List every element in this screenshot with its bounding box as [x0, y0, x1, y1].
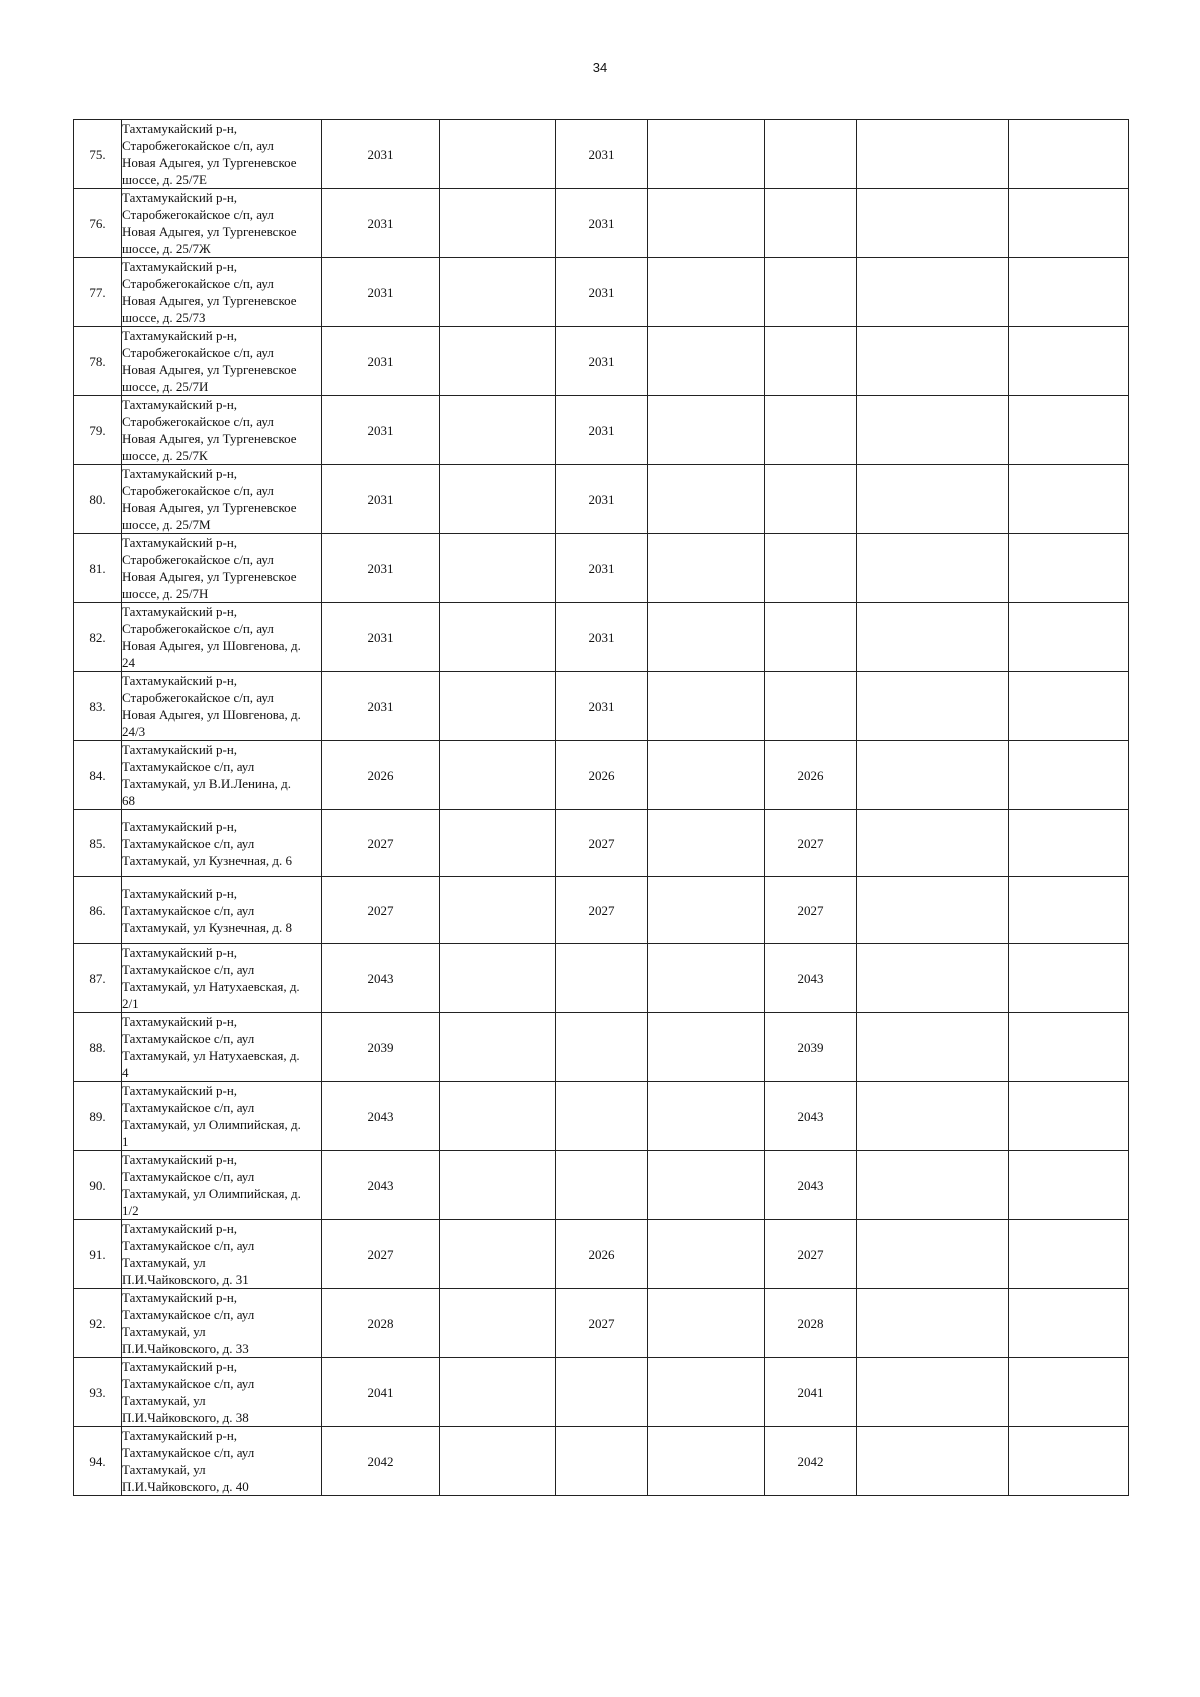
address-line: Тахтамукай, ул В.И.Ленина, д. [122, 776, 291, 791]
address-line: Новая Адыгея, ул Тургеневское [122, 569, 297, 584]
year-cell-c2 [440, 1151, 556, 1220]
year-cell-c3 [556, 1151, 648, 1220]
address-line: Старобжегокайское с/п, аул [122, 138, 274, 153]
year-cell-c5 [765, 327, 857, 396]
table-row [74, 327, 1129, 396]
year-cell-c4 [648, 1151, 765, 1220]
year-cell-c6 [857, 1358, 1009, 1427]
year-cell-c6 [857, 741, 1009, 810]
address-line: Тахтамукай, ул [122, 1255, 206, 1270]
address-line: шоссе, д. 25/7Е [122, 172, 207, 187]
table-row [74, 189, 1129, 258]
year-cell-c7 [1009, 120, 1129, 189]
year-cell-c7 [1009, 189, 1129, 258]
address-line: Тахтамукай, ул [122, 1324, 206, 1339]
year-cell-c1: 2027 [322, 877, 440, 944]
address-line: шоссе, д. 25/7З [122, 310, 206, 325]
address-line: Тахтамукайский р-н, [122, 1359, 238, 1374]
address-line: шоссе, д. 25/7К [122, 448, 208, 463]
year-cell-c1: 2043 [322, 944, 440, 1013]
year-cell-c4 [648, 672, 765, 741]
address-line: П.И.Чайковского, д. 31 [122, 1272, 249, 1287]
year-cell-c6 [857, 877, 1009, 944]
address-line: Тахтамукайский р-н, [122, 945, 238, 960]
address-line: Тахтамукайское с/п, аул [122, 1031, 255, 1046]
year-cell-c4 [648, 810, 765, 877]
address-line: Старобжегокайское с/п, аул [122, 207, 274, 222]
year-cell-c4 [648, 327, 765, 396]
address-line: 1/2 [122, 1203, 139, 1218]
year-cell-c5: 2043 [765, 1082, 857, 1151]
year-cell-c3 [556, 1358, 648, 1427]
address-line: Тахтамукайский р-н, [122, 535, 238, 550]
year-cell-c5 [765, 465, 857, 534]
year-cell-c7 [1009, 672, 1129, 741]
address-line: Тахтамукай, ул [122, 1462, 206, 1477]
year-cell-c6 [857, 810, 1009, 877]
table-row [74, 672, 1129, 741]
address-cell [122, 327, 322, 396]
address-line: Тахтамукай, ул Олимпийская, д. [122, 1117, 301, 1132]
address-line: шоссе, д. 25/7И [122, 379, 209, 394]
table-row [74, 258, 1129, 327]
address-line: Тахтамукайское с/п, аул [122, 1445, 255, 1460]
year-cell-c1: 2028 [322, 1289, 440, 1358]
address-line: Тахтамукайский р-н, [122, 1221, 238, 1236]
page-number: 34 [592, 60, 608, 75]
address-line: Тахтамукайский р-н, [122, 1290, 238, 1305]
year-cell-c7 [1009, 1220, 1129, 1289]
year-cell-c3: 2026 [556, 741, 648, 810]
year-cell-c5: 2028 [765, 1289, 857, 1358]
year-cell-c2 [440, 1220, 556, 1289]
address-line: Старобжегокайское с/п, аул [122, 414, 274, 429]
table-row [74, 603, 1129, 672]
year-cell-c2 [440, 603, 556, 672]
year-cell-c2 [440, 465, 556, 534]
address-line: шоссе, д. 25/7М [122, 517, 211, 532]
year-cell-c1: 2027 [322, 1220, 440, 1289]
table-row [74, 741, 1129, 810]
year-cell-c1: 2031 [322, 465, 440, 534]
registry-table [73, 119, 1129, 1496]
year-cell-c5: 2042 [765, 1427, 857, 1496]
address-line: 68 [122, 793, 135, 808]
address-line: Тахтамукайский р-н, [122, 673, 238, 688]
address-line: Старобжегокайское с/п, аул [122, 345, 274, 360]
year-cell-c5 [765, 120, 857, 189]
year-cell-c1: 2031 [322, 534, 440, 603]
address-cell [122, 465, 322, 534]
year-cell-c5 [765, 672, 857, 741]
address-line: Тахтамукайское с/п, аул [122, 962, 255, 977]
table-row [74, 1220, 1129, 1289]
address-line: Старобжегокайское с/п, аул [122, 621, 274, 636]
year-cell-c4 [648, 465, 765, 534]
year-cell-c7 [1009, 396, 1129, 465]
year-cell-c6 [857, 189, 1009, 258]
table-row [74, 1358, 1129, 1427]
year-cell-c5: 2039 [765, 1013, 857, 1082]
year-cell-c1: 2031 [322, 258, 440, 327]
year-cell-c5: 2043 [765, 1151, 857, 1220]
row-number: 82. [74, 603, 122, 672]
year-cell-c1: 2031 [322, 603, 440, 672]
year-cell-c3 [556, 1082, 648, 1151]
address-line: 24/3 [122, 724, 146, 739]
year-cell-c4 [648, 1082, 765, 1151]
row-number: 88. [74, 1013, 122, 1082]
year-cell-c3: 2031 [556, 396, 648, 465]
year-cell-c4 [648, 1220, 765, 1289]
address-line: Старобжегокайское с/п, аул [122, 276, 274, 291]
year-cell-c3: 2026 [556, 1220, 648, 1289]
address-line: шоссе, д. 25/7Ж [122, 241, 211, 256]
address-line: Тахтамукайское с/п, аул [122, 835, 255, 851]
address-line: Старобжегокайское с/п, аул [122, 552, 274, 567]
year-cell-c7 [1009, 877, 1129, 944]
year-cell-c7 [1009, 810, 1129, 877]
year-cell-c6 [857, 534, 1009, 603]
address-line: Новая Адыгея, ул Тургеневское [122, 224, 297, 239]
address-line: 4 [122, 1065, 129, 1080]
table-row [74, 1427, 1129, 1496]
year-cell-c7 [1009, 1082, 1129, 1151]
row-number: 86. [74, 877, 122, 944]
table-row [74, 534, 1129, 603]
address-cell [122, 1289, 322, 1358]
year-cell-c5 [765, 189, 857, 258]
year-cell-c6 [857, 1220, 1009, 1289]
address-line: Тахтамукайский р-н, [122, 397, 238, 412]
year-cell-c3: 2027 [556, 877, 648, 944]
address-line: Тахтамукайский р-н, [122, 742, 238, 757]
address-line: Старобжегокайское с/п, аул [122, 483, 274, 498]
year-cell-c3: 2031 [556, 603, 648, 672]
address-line: 24 [122, 655, 135, 670]
year-cell-c2 [440, 189, 556, 258]
year-cell-c4 [648, 877, 765, 944]
year-cell-c2 [440, 1082, 556, 1151]
year-cell-c1: 2043 [322, 1082, 440, 1151]
address-line: шоссе, д. 25/7Н [122, 586, 209, 601]
year-cell-c3: 2031 [556, 672, 648, 741]
address-line: Тахтамукайский р-н, [122, 259, 238, 274]
address-line: Тахтамукайский р-н, [122, 1428, 238, 1443]
address-line: Новая Адыгея, ул Тургеневское [122, 431, 297, 446]
year-cell-c6 [857, 672, 1009, 741]
year-cell-c2 [440, 1289, 556, 1358]
year-cell-c1: 2031 [322, 672, 440, 741]
year-cell-c7 [1009, 258, 1129, 327]
address-line: П.И.Чайковского, д. 38 [122, 1410, 249, 1425]
year-cell-c7 [1009, 1013, 1129, 1082]
address-cell [122, 810, 322, 877]
address-line: Тахтамукай, ул Натухаевская, д. [122, 1048, 300, 1063]
row-number: 93. [74, 1358, 122, 1427]
table-row [74, 120, 1129, 189]
address-cell [122, 534, 322, 603]
year-cell-c3 [556, 1427, 648, 1496]
address-line: Тахтамукай, ул Натухаевская, д. [122, 979, 300, 994]
year-cell-c4 [648, 1289, 765, 1358]
address-line: 1 [122, 1134, 129, 1149]
row-number: 75. [74, 120, 122, 189]
year-cell-c6 [857, 258, 1009, 327]
year-cell-c7 [1009, 1151, 1129, 1220]
year-cell-c3: 2031 [556, 258, 648, 327]
year-cell-c6 [857, 1289, 1009, 1358]
address-line: Новая Адыгея, ул Шовгенова, д. [122, 707, 301, 722]
address-cell [122, 1358, 322, 1427]
year-cell-c4 [648, 1427, 765, 1496]
year-cell-c6 [857, 396, 1009, 465]
row-number: 85. [74, 810, 122, 877]
address-line: Тахтамукайское с/п, аул [122, 1100, 255, 1115]
address-line: Тахтамукайское с/п, аул [122, 1238, 255, 1253]
address-line: П.И.Чайковского, д. 33 [122, 1341, 249, 1356]
year-cell-c2 [440, 877, 556, 944]
year-cell-c2 [440, 120, 556, 189]
year-cell-c4 [648, 396, 765, 465]
year-cell-c3: 2031 [556, 465, 648, 534]
address-line: 2/1 [122, 996, 139, 1011]
year-cell-c1: 2027 [322, 810, 440, 877]
address-cell [122, 1220, 322, 1289]
table-body [74, 120, 1129, 1496]
year-cell-c7 [1009, 944, 1129, 1013]
row-number: 78. [74, 327, 122, 396]
year-cell-c2 [440, 396, 556, 465]
address-line: Тахтамукайский р-н, [122, 121, 238, 136]
row-number: 81. [74, 534, 122, 603]
address-line: Тахтамукайский р-н, [122, 604, 238, 619]
year-cell-c3 [556, 1013, 648, 1082]
year-cell-c7 [1009, 534, 1129, 603]
year-cell-c5: 2027 [765, 877, 857, 944]
row-number: 90. [74, 1151, 122, 1220]
address-line: Новая Адыгея, ул Тургеневское [122, 155, 297, 170]
year-cell-c7 [1009, 603, 1129, 672]
year-cell-c3: 2031 [556, 120, 648, 189]
address-line: Тахтамукайский р-н, [122, 818, 238, 834]
year-cell-c6 [857, 603, 1009, 672]
year-cell-c1: 2041 [322, 1358, 440, 1427]
address-line: Тахтамукайский р-н, [122, 328, 238, 343]
address-line: Тахтамукайское с/п, аул [122, 1169, 255, 1184]
address-line: Тахтамукайский р-н, [122, 1152, 238, 1167]
address-line: Тахтамукайский р-н, [122, 466, 238, 481]
year-cell-c4 [648, 1358, 765, 1427]
year-cell-c2 [440, 258, 556, 327]
year-cell-c1: 2026 [322, 741, 440, 810]
address-cell [122, 603, 322, 672]
table-row [74, 877, 1129, 944]
address-line: Новая Адыгея, ул Тургеневское [122, 362, 297, 377]
table-row [74, 944, 1129, 1013]
address-line: Старобжегокайское с/п, аул [122, 690, 274, 705]
year-cell-c5 [765, 534, 857, 603]
year-cell-c7 [1009, 1358, 1129, 1427]
year-cell-c3: 2027 [556, 810, 648, 877]
year-cell-c4 [648, 189, 765, 258]
row-number: 80. [74, 465, 122, 534]
year-cell-c2 [440, 810, 556, 877]
year-cell-c4 [648, 534, 765, 603]
year-cell-c1: 2043 [322, 1151, 440, 1220]
address-cell [122, 877, 322, 944]
year-cell-c4 [648, 741, 765, 810]
row-number: 89. [74, 1082, 122, 1151]
year-cell-c3: 2031 [556, 327, 648, 396]
address-cell [122, 1427, 322, 1496]
address-cell [122, 189, 322, 258]
address-line: Новая Адыгея, ул Тургеневское [122, 500, 297, 515]
year-cell-c1: 2042 [322, 1427, 440, 1496]
year-cell-c3: 2031 [556, 534, 648, 603]
row-number: 92. [74, 1289, 122, 1358]
year-cell-c5 [765, 396, 857, 465]
year-cell-c4 [648, 944, 765, 1013]
table-row [74, 1082, 1129, 1151]
year-cell-c6 [857, 944, 1009, 1013]
address-line: Тахтамукайское с/п, аул [122, 1307, 255, 1322]
address-line: Тахтамукайское с/п, аул [122, 759, 255, 774]
row-number: 76. [74, 189, 122, 258]
year-cell-c4 [648, 258, 765, 327]
address-line: Тахтамукайское с/п, аул [122, 902, 255, 918]
year-cell-c5: 2043 [765, 944, 857, 1013]
year-cell-c1: 2039 [322, 1013, 440, 1082]
table-row [74, 1013, 1129, 1082]
year-cell-c4 [648, 120, 765, 189]
address-line: Тахтамукай, ул Кузнечная, д. 6 [122, 852, 293, 868]
address-line: Тахтамукай, ул Кузнечная, д. 8 [122, 919, 293, 935]
address-cell [122, 258, 322, 327]
year-cell-c2 [440, 1427, 556, 1496]
year-cell-c4 [648, 1013, 765, 1082]
year-cell-c5: 2041 [765, 1358, 857, 1427]
year-cell-c2 [440, 327, 556, 396]
address-cell [122, 120, 322, 189]
address-cell [122, 396, 322, 465]
year-cell-c3: 2027 [556, 1289, 648, 1358]
year-cell-c6 [857, 1013, 1009, 1082]
address-line: Тахтамукай, ул Олимпийская, д. [122, 1186, 301, 1201]
year-cell-c2 [440, 741, 556, 810]
year-cell-c5: 2026 [765, 741, 857, 810]
year-cell-c6 [857, 1427, 1009, 1496]
year-cell-c1: 2031 [322, 327, 440, 396]
year-cell-c7 [1009, 1289, 1129, 1358]
year-cell-c7 [1009, 327, 1129, 396]
year-cell-c5 [765, 603, 857, 672]
year-cell-c3 [556, 944, 648, 1013]
year-cell-c1: 2031 [322, 120, 440, 189]
year-cell-c5: 2027 [765, 1220, 857, 1289]
address-line: Тахтамукай, ул [122, 1393, 206, 1408]
table-row [74, 1289, 1129, 1358]
address-cell [122, 741, 322, 810]
row-number: 84. [74, 741, 122, 810]
year-cell-c5: 2027 [765, 810, 857, 877]
address-line: П.И.Чайковского, д. 40 [122, 1479, 249, 1494]
year-cell-c3: 2031 [556, 189, 648, 258]
year-cell-c2 [440, 944, 556, 1013]
address-cell [122, 1082, 322, 1151]
table-row [74, 396, 1129, 465]
year-cell-c5 [765, 258, 857, 327]
year-cell-c2 [440, 1013, 556, 1082]
address-line: Новая Адыгея, ул Тургеневское [122, 293, 297, 308]
row-number: 94. [74, 1427, 122, 1496]
address-line: Тахтамукайский р-н, [122, 1083, 238, 1098]
year-cell-c1: 2031 [322, 189, 440, 258]
year-cell-c2 [440, 672, 556, 741]
address-cell [122, 672, 322, 741]
address-line: Тахтамукайский р-н, [122, 885, 238, 901]
table-row [74, 1151, 1129, 1220]
table-row [74, 810, 1129, 877]
row-number: 87. [74, 944, 122, 1013]
year-cell-c6 [857, 1082, 1009, 1151]
address-line: Тахтамукайский р-н, [122, 190, 238, 205]
address-line: Тахтамукайское с/п, аул [122, 1376, 255, 1391]
year-cell-c2 [440, 534, 556, 603]
year-cell-c7 [1009, 465, 1129, 534]
year-cell-c6 [857, 327, 1009, 396]
address-line: Новая Адыгея, ул Шовгенова, д. [122, 638, 301, 653]
address-cell [122, 944, 322, 1013]
year-cell-c2 [440, 1358, 556, 1427]
year-cell-c7 [1009, 1427, 1129, 1496]
year-cell-c6 [857, 465, 1009, 534]
year-cell-c6 [857, 120, 1009, 189]
address-cell [122, 1151, 322, 1220]
row-number: 83. [74, 672, 122, 741]
year-cell-c6 [857, 1151, 1009, 1220]
year-cell-c1: 2031 [322, 396, 440, 465]
row-number: 91. [74, 1220, 122, 1289]
year-cell-c4 [648, 603, 765, 672]
address-cell [122, 1013, 322, 1082]
year-cell-c7 [1009, 741, 1129, 810]
row-number: 79. [74, 396, 122, 465]
table-row [74, 465, 1129, 534]
address-line: Тахтамукайский р-н, [122, 1014, 238, 1029]
row-number: 77. [74, 258, 122, 327]
